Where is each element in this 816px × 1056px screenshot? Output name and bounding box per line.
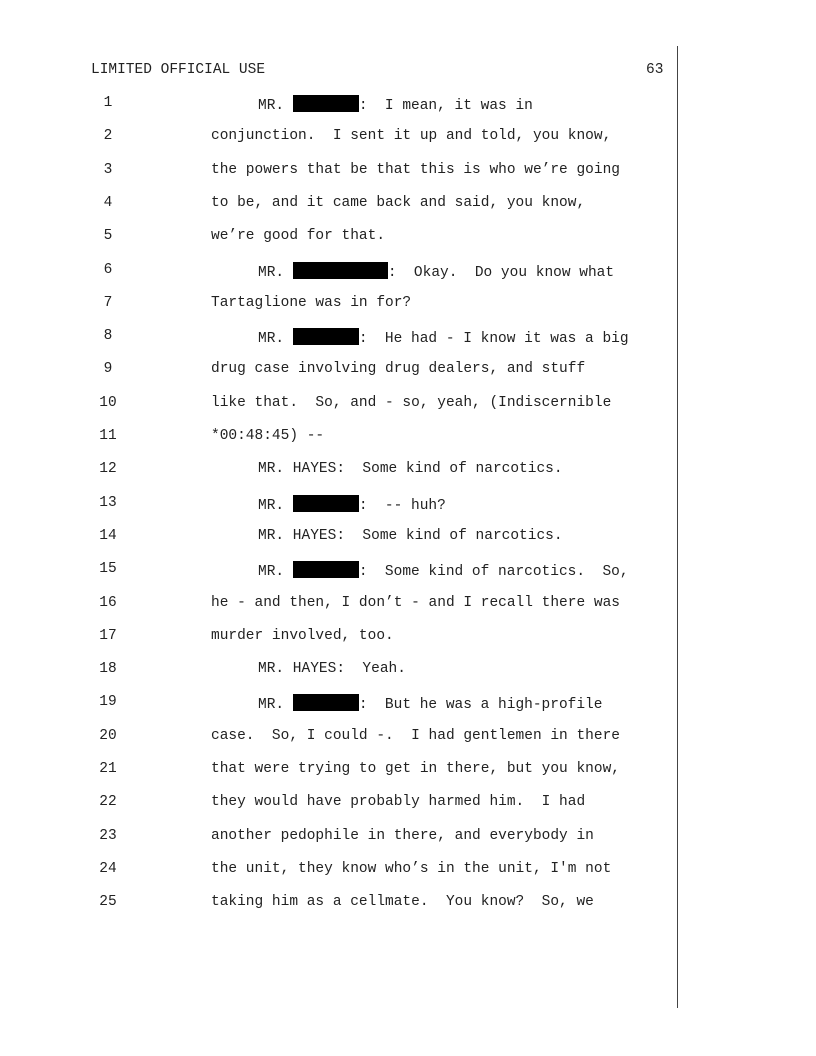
line-text bbox=[258, 461, 563, 477]
line-text bbox=[211, 295, 411, 311]
text-segment: : -- huh? bbox=[358, 497, 446, 514]
text-segment: MR. bbox=[258, 98, 293, 114]
line-number: 19 bbox=[99, 694, 117, 711]
line-number: 23 bbox=[99, 827, 117, 844]
redaction-box bbox=[293, 561, 359, 578]
line-number: 14 bbox=[99, 527, 117, 544]
line-text bbox=[211, 628, 394, 644]
text-segment: he - and then, I don’t - and I recall there was bbox=[211, 594, 620, 611]
text-segment: : Okay. Do you know what bbox=[387, 264, 615, 281]
line-text bbox=[258, 328, 629, 347]
text-segment: MR. bbox=[258, 697, 293, 714]
line-text bbox=[258, 561, 629, 580]
transcript-line bbox=[0, 661, 676, 681]
transcript-line bbox=[0, 395, 676, 415]
redaction-box bbox=[293, 694, 359, 711]
text-segment: MR. bbox=[258, 497, 293, 514]
line-text bbox=[211, 894, 594, 910]
line-text bbox=[258, 661, 406, 677]
transcript-line bbox=[0, 761, 676, 781]
transcript-line bbox=[0, 295, 676, 315]
line-text bbox=[211, 162, 620, 178]
line-text bbox=[258, 95, 533, 114]
transcript-line bbox=[0, 528, 676, 548]
classification-header: LIMITED OFFICIAL USE bbox=[91, 62, 266, 78]
line-number: 4 bbox=[103, 194, 113, 211]
line-text bbox=[211, 761, 620, 777]
line-number: 16 bbox=[99, 594, 117, 611]
redaction-box bbox=[293, 95, 359, 112]
line-number: 1 bbox=[103, 95, 113, 111]
transcript-line bbox=[0, 728, 676, 748]
line-text bbox=[258, 528, 563, 544]
text-segment: Tartaglione was in for? bbox=[211, 294, 412, 311]
line-text bbox=[211, 794, 585, 810]
transcript-line bbox=[0, 128, 676, 148]
transcript-line bbox=[0, 694, 676, 714]
line-number: 9 bbox=[103, 361, 113, 378]
text-segment: : I mean, it was in bbox=[358, 98, 533, 114]
line-number: 12 bbox=[99, 461, 117, 478]
text-segment: to be, and it came back and said, you know, bbox=[211, 194, 586, 211]
text-segment: : He had - I know it was a big bbox=[358, 331, 629, 348]
text-segment: that were trying to get in there, but you know, bbox=[211, 761, 620, 777]
transcript-line bbox=[0, 428, 676, 448]
redaction-box bbox=[293, 495, 359, 512]
line-text bbox=[211, 195, 585, 211]
line-number: 6 bbox=[103, 261, 113, 278]
transcript-line bbox=[0, 195, 676, 215]
line-number: 15 bbox=[99, 561, 117, 578]
text-segment: MR. HAYES: Yeah. bbox=[258, 661, 406, 678]
transcript-line bbox=[0, 595, 676, 615]
line-text bbox=[258, 694, 602, 713]
transcript-line bbox=[0, 828, 676, 848]
transcript-line bbox=[0, 228, 676, 248]
text-segment: they would have probably harmed him. I had bbox=[211, 794, 586, 811]
redaction-box bbox=[293, 328, 359, 345]
line-number: 17 bbox=[99, 627, 117, 644]
line-number: 18 bbox=[99, 661, 117, 678]
line-number: 24 bbox=[99, 860, 117, 877]
line-number: 22 bbox=[99, 794, 117, 811]
line-number: 3 bbox=[103, 161, 113, 178]
line-number: 7 bbox=[103, 294, 113, 311]
text-segment: : Some kind of narcotics. So, bbox=[358, 564, 629, 581]
text-segment: : But he was a high-profile bbox=[358, 697, 603, 714]
text-segment: MR. bbox=[258, 331, 293, 348]
transcript-line bbox=[0, 262, 676, 282]
line-text bbox=[258, 262, 614, 281]
line-number: 8 bbox=[103, 328, 113, 345]
line-number: 13 bbox=[99, 494, 117, 511]
line-number: 20 bbox=[99, 727, 117, 744]
text-segment: case. So, I could -. I had gentlemen in there bbox=[211, 727, 620, 744]
transcript-line bbox=[0, 461, 676, 481]
transcript-line bbox=[0, 361, 676, 381]
text-segment: we’re good for that. bbox=[211, 228, 386, 245]
text-segment: the unit, they know who’s in the unit, I'm not bbox=[211, 860, 612, 877]
text-segment: *00:48:45) -- bbox=[211, 428, 325, 444]
text-segment: taking him as a cellmate. You know? So, we bbox=[211, 894, 594, 911]
text-segment: another pedophile in there, and everybody in bbox=[211, 827, 594, 844]
text-segment: the powers that be that this is who we’re going bbox=[211, 161, 620, 178]
transcript-line bbox=[0, 95, 676, 115]
transcript-line bbox=[0, 861, 676, 881]
transcript-line bbox=[0, 328, 676, 348]
page-number: 63 bbox=[646, 62, 664, 78]
line-number: 5 bbox=[103, 228, 113, 245]
transcript-line bbox=[0, 162, 676, 182]
line-text bbox=[211, 728, 620, 744]
transcript-line bbox=[0, 894, 676, 914]
text-segment: MR. HAYES: Some kind of narcotics. bbox=[258, 527, 563, 544]
text-segment: murder involved, too. bbox=[211, 627, 394, 644]
line-number: 25 bbox=[99, 894, 117, 911]
line-number: 11 bbox=[99, 428, 117, 444]
text-segment: MR. bbox=[258, 564, 293, 581]
text-segment: like that. So, and - so, yeah, (Indiscernible bbox=[211, 394, 612, 411]
text-segment: drug case involving drug dealers, and stuff bbox=[211, 361, 586, 378]
redaction-box bbox=[293, 262, 388, 279]
text-segment: conjunction. I sent it up and told, you know, bbox=[211, 128, 612, 145]
transcript-line bbox=[0, 794, 676, 814]
line-text bbox=[211, 428, 324, 444]
line-text bbox=[211, 128, 611, 144]
line-text bbox=[258, 495, 446, 514]
text-segment: MR. HAYES: Some kind of narcotics. bbox=[258, 461, 563, 478]
transcript-line bbox=[0, 495, 676, 515]
line-text bbox=[211, 228, 385, 244]
transcript-line bbox=[0, 628, 676, 648]
line-text bbox=[211, 861, 611, 877]
line-number: 2 bbox=[103, 128, 113, 145]
line-text bbox=[211, 395, 611, 411]
line-text bbox=[211, 595, 620, 611]
transcript-line bbox=[0, 561, 676, 581]
line-text bbox=[211, 828, 594, 844]
line-text bbox=[211, 361, 585, 377]
text-segment: MR. bbox=[258, 264, 293, 281]
line-number: 10 bbox=[99, 394, 117, 411]
line-number: 21 bbox=[99, 761, 117, 777]
